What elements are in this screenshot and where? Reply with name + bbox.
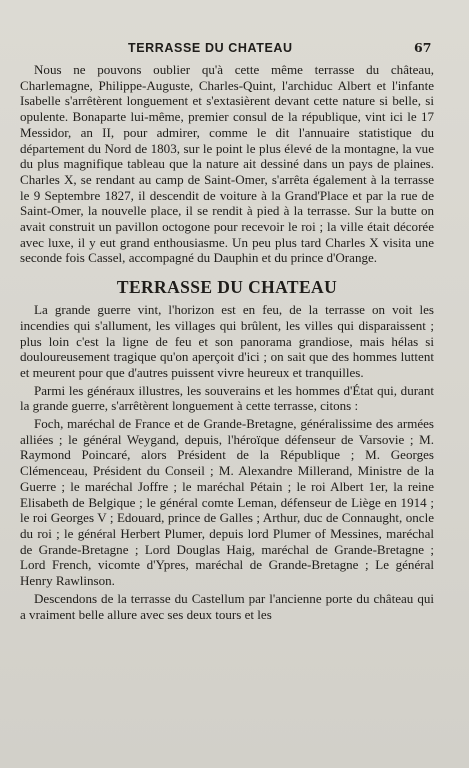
page-header (0, 40, 469, 56)
paragraph-royal-visits: Nous ne pouvons oublier qu'à cette même terrasse du château, Charlemagne, Philippe-Auguste, Charles-Quint, l'archiduc Albert et l'infante Isabelle s'arrêtèrent longuement et s'extasièrent devant cette nature si belle, si opulente. Bonaparte lui-même, premier consul de la république, vint ici le 17 Messidor, an II, pour admirer, comme le dit l'annuaire statistique du département du Nord de 1803, sur le point le plus élevé de la montagne, la vue du plus magnifique tableau que la nature ait dessiné dans un pays de plaines. Charles X, se rendant au camp de Saint-Omer, s'arrêta également à la terrasse le 9 Septembre 1827, il descendit de voiture à la Grand'Place et par la rue de Saint-Omer, la nouvelle place, il se rendit à pied à la terrasse. Sur la butte on avait construit un pavillon octogone pour recevoir le roi ; la ville était décorée avec luxe, il y eut grand enthousiasme. Un peu plus tard Charles X visita une seconde fois Cassel, accompagné du Dauphin et du prince d'Orange. (20, 62, 434, 266)
running-title: TERRASSE DU CHATEAU (128, 41, 293, 55)
paragraph-visitors-list: Foch, maréchal de France et de Grande-Bretagne, généralissime des armées alliées ; le général Weygand, depuis, l'héroïque défenseur de Varsovie ; M. Raymond Poincaré, alors Président de la République ; M. Georges Clémenceau, Président du Conseil ; M. Alexandre Millerand, Ministre de la Guerre ; le maréchal Joffre ; le maréchal Pétain ; le roi Albert 1er, la reine Elisabeth de Belgique ; le général comte Leman, défenseur de Liège en 1914 ; le roi Georges V ; Edouard, prince de Galles ; Arthur, duc de Connaught, oncle du roi ; le général Herbert Plumer, depuis lord Plumer of Messines, maréchal de Grande-Bretagne ; Lord Douglas Haig, maréchal de Grande-Bretagne ; Lord French, vicomte d'Ypres, maréchal de Grande-Bretagne ; Le général Henry Rawlinson. (20, 416, 434, 589)
section-title: TERRASSE DU CHATEAU (116, 277, 338, 298)
paragraph-descent: Descendons de la terrasse du Castellum par l'ancienne porte du château qui a vraiment belle allure avec ses deux tours et les (20, 590, 434, 622)
paragraph-illustrious-visitors-intro: Parmi les généraux illustres, les souverains et les hommes d'État qui, durant la grande guerre, s'arrêtèrent longuement à cette terrasse, citons : (20, 382, 434, 414)
page-body (20, 62, 434, 622)
page-number: 67 (414, 40, 432, 55)
paragraph-great-war: La grande guerre vint, l'horizon est en feu, de la terrasse on voit les incendies qui s'allument, les villages qui brûlent, les villes qui disparaissent ; plus loin c'est la ligne de feu et son panorama grandiose, mais hélas si douloureusement tragique qu'on aperçoit d'ici ; on sait que des hommes luttent et meurent pour que d'autres puissent vivre heureux et tranquilles. (20, 302, 434, 380)
